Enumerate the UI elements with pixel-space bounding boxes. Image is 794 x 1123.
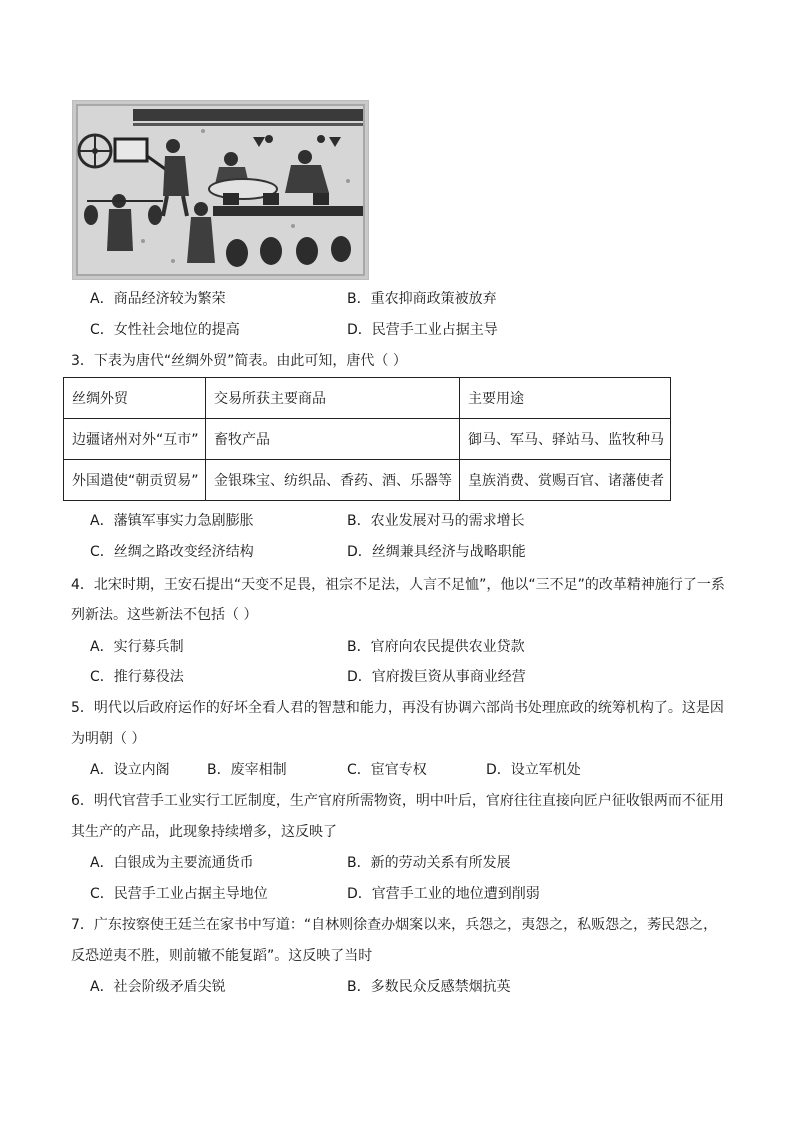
option-text: 女性社会地位的提高: [113, 322, 240, 338]
option-letter: A．: [90, 639, 114, 655]
option-letter: C．: [90, 886, 114, 902]
table-header-cell: 丝绸外贸: [64, 378, 206, 419]
option-text: 藩镇军事实力急剧膨胀: [113, 513, 254, 529]
option-text: 多数民众反感禁烟抗英: [370, 979, 511, 995]
option-text: 新的劳动关系有所发展: [370, 855, 511, 871]
q5-option-d[interactable]: [486, 756, 581, 784]
q5-stem-line2: 为明朝（ ）: [71, 731, 146, 747]
option-text: 宦官专权: [370, 762, 427, 778]
option-text: 官府向农民提供农业贷款: [370, 639, 525, 655]
option-letter: A．: [90, 855, 114, 871]
table-header-cell: 主要用途: [460, 378, 671, 419]
option-text: 商品经济较为繁荣: [113, 291, 226, 307]
option-text: 丝绸之路改变经济结构: [113, 544, 254, 560]
q3-option-a[interactable]: [90, 507, 254, 535]
q6-stem-line2: 其生产的产品，此现象持续增多，这反映了: [71, 824, 337, 840]
option-text: 废宰相制: [230, 762, 287, 778]
option-letter: A．: [90, 762, 114, 778]
option-letter: D．: [347, 322, 372, 338]
table-cell: 金银珠宝、纺织品、香药、酒、乐器等: [206, 460, 460, 501]
q6-option-b[interactable]: [347, 849, 511, 877]
q7-stem-line1: 7．广东按察使王廷兰在家书中写道：“自林则徐查办烟案以来，兵怨之，夷怨之，私贩怨之，莠民怨之，: [71, 917, 718, 933]
q4-option-d[interactable]: [347, 663, 526, 691]
q2-option-a[interactable]: [90, 285, 226, 313]
option-text: 农业发展对马的需求增长: [370, 513, 525, 529]
table-header-row: [64, 378, 671, 419]
q4-stem-line1: 4．北宋时期，王安石提出“天变不足畏，祖宗不足法，人言不足恤”，他以“三不足”的改革精神施行了一系: [71, 577, 725, 593]
option-letter: A．: [90, 291, 114, 307]
q7-stem-line2: 反恐逆夷不胜，则前辙不能复蹈”。这反映了当时: [71, 948, 373, 964]
table-header-cell: 交易所获主要商品: [206, 378, 460, 419]
option-text: 设立军机处: [510, 762, 581, 778]
q5-option-c[interactable]: [347, 756, 427, 784]
option-letter: D．: [347, 669, 372, 685]
option-letter: D．: [486, 762, 511, 778]
q3-option-c[interactable]: [90, 538, 254, 566]
q6-option-d[interactable]: [347, 880, 540, 908]
q2-option-b[interactable]: [347, 285, 497, 313]
option-text: 社会阶级矛盾尖锐: [113, 979, 226, 995]
option-letter: B．: [347, 513, 371, 529]
option-text: 白银成为主要流通货币: [113, 855, 254, 871]
q6-option-a[interactable]: [90, 849, 254, 877]
option-text: 推行募役法: [113, 669, 184, 685]
option-text: 重农抑商政策被放弃: [370, 291, 497, 307]
option-letter: B．: [347, 979, 371, 995]
option-letter: B．: [347, 639, 371, 655]
table-cell: 外国遣使“朝贡贸易”: [64, 460, 206, 501]
option-text: 设立内阁: [113, 762, 170, 778]
option-text: 民营手工业占据主导地位: [113, 886, 268, 902]
option-text: 实行募兵制: [113, 639, 184, 655]
option-letter: C．: [90, 322, 114, 338]
q7-option-a[interactable]: [90, 973, 226, 1001]
q2-option-c[interactable]: [90, 316, 240, 344]
option-letter: B．: [347, 855, 371, 871]
option-letter: B．: [207, 762, 231, 778]
q4-stem-line2: 列新法。这些新法不包括（ ）: [71, 607, 258, 623]
table-row: [64, 419, 671, 460]
q4-option-a[interactable]: [90, 633, 184, 661]
relief-rubbing-image: [72, 100, 369, 280]
q3-option-d[interactable]: [347, 538, 526, 566]
table-cell: 御马、军马、驿站马、监牧种马: [460, 419, 671, 460]
option-letter: C．: [347, 762, 371, 778]
option-letter: C．: [90, 544, 114, 560]
option-text: 民营手工业占据主导: [371, 322, 498, 338]
option-letter: D．: [347, 544, 372, 560]
option-letter: B．: [347, 291, 371, 307]
option-text: 官营手工业的地位遭到削弱: [371, 886, 540, 902]
q3-option-b[interactable]: [347, 507, 525, 535]
silk-trade-table: [63, 377, 671, 501]
table-cell: 畜牧产品: [206, 419, 460, 460]
table-row: [64, 460, 671, 501]
option-letter: A．: [90, 513, 114, 529]
q4-option-c[interactable]: [90, 663, 184, 691]
q5-stem-line1: 5．明代以后政府运作的好坏全看人君的智慧和能力，再没有协调六部尚书处理庶政的统筹机构了。这是因: [71, 700, 724, 716]
q5-option-b[interactable]: [207, 756, 287, 784]
q4-option-b[interactable]: [347, 633, 525, 661]
market-scene-illustration: [73, 101, 368, 279]
q7-option-b[interactable]: [347, 973, 511, 1001]
option-text: 官府拨巨资从事商业经营: [371, 669, 526, 685]
table-cell: 边疆诸州对外“互市”: [64, 419, 206, 460]
table-cell: 皇族消费、赏赐百官、诸藩使者: [460, 460, 671, 501]
q2-option-d[interactable]: [347, 316, 498, 344]
q6-stem-line1: 6．明代官营手工业实行工匠制度，生产官府所需物资，明中叶后，官府往往直接向匠户征收银两而不征用: [71, 793, 724, 809]
option-letter: C．: [90, 669, 114, 685]
q3-stem: 3．下表为唐代“丝绸外贸”简表。由此可知，唐代（ ）: [71, 353, 407, 369]
option-letter: A．: [90, 979, 114, 995]
option-letter: D．: [347, 886, 372, 902]
q6-option-c[interactable]: [90, 880, 268, 908]
option-text: 丝绸兼具经济与战略职能: [371, 544, 526, 560]
q5-option-a[interactable]: [90, 756, 170, 784]
